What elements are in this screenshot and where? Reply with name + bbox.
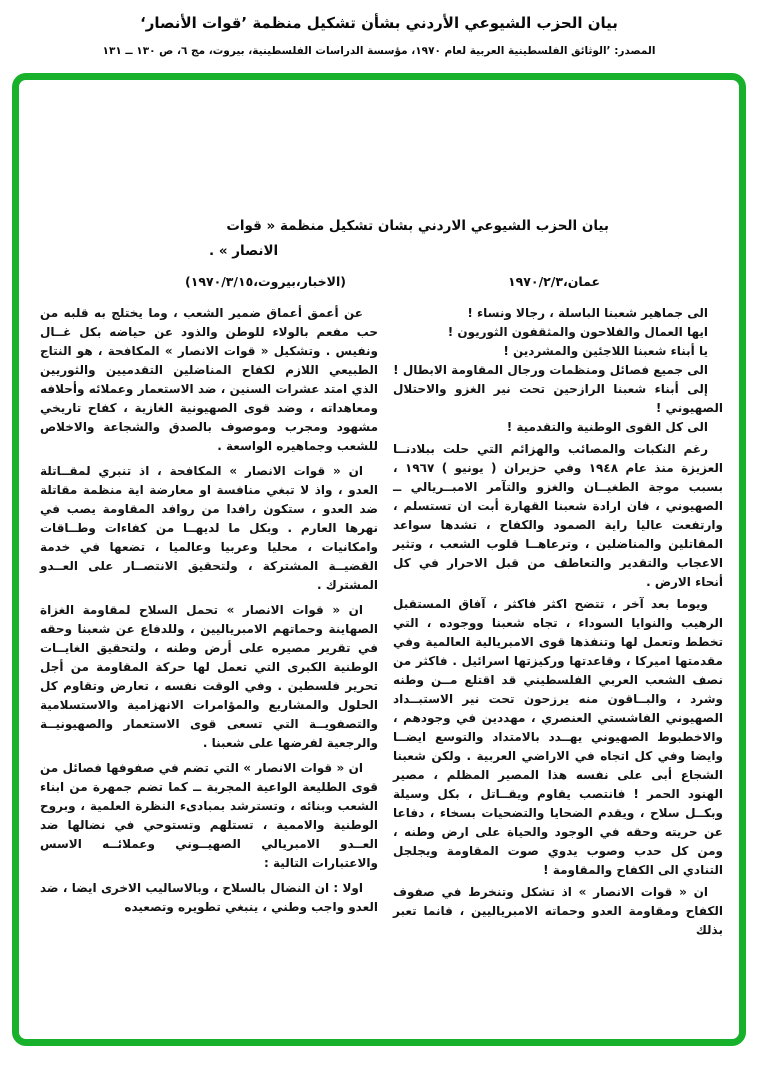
salutation-line: إلى أبناء شعبنا الرازحين تحت نير الغزو والاحتلال الصهيوني !	[393, 382, 723, 415]
paragraph: ويوما بعد آخر ، تتضح اكثر فاكثر ، آفاق المستقبل الرهيب والنوايا السوداء ، تجاه شعبنا ووجوده ، التي تخطط وتعمل لها وتنفذها قوى الامبريالية العالمية وفي مقدمتها اميركا ، وقاعدتها وركيزتها اسرائيل . فاكثر من نصف الشعب العربي الفلسطيني قد اقتلع مــن وطنه وشرد ، والبــاقون منه يرزحون تحت نير الاستبــداد الصهيوني الفاشستي العنصري ، مهددين في وجودهم ، والاخطبوط الصهيوني يهــدد بالامتداد والتوسع ايضــا وايضا وفي كل اتجاه في الاراضي العربية . ولكن شعبنا الشجاع أبى على نفسه هذا المصير المظلم ، مصير الهنود الحمر ! فانتصب يقاوم ويقــاتل ، بكل وسيلة وبكــل سلاح ، ويقدم الضحايا والتضحيات بسخاء ، دفاعا عن حريته وحقه في الوجود والحياة على ارض وطنه ، ومن كل حدب وصوب يدوي صوت المقاومة ويجلجل التنادي الى الكفاح والمقاومة !	[393, 597, 723, 877]
column-right	[393, 304, 723, 940]
paragraph: رغم النكبات والمصائب والهزائم التي حلت ببلادنــا العزيزة منذ عام ١٩٤٨ وفي حزيران ( يونيو ) ١٩٦٧ ، بسبب موجة الطغيــان والغزو والتآمر الامبــريالي ــ الصهيوني ، فان ارادة شعبنا القهارة أبت ان تستسلم ، وارتفعت عاليا راية الصمود والكفاح ، تشدها سواعد المقاتلين والمناضلين ، وترعاهــا قلوب الشعب ، وتثير الاعجاب والتقدير والتعاطف من قبل الاحرار في كل أنحاء الارض .	[393, 442, 724, 589]
document-title-line1: بيان الحزب الشيوعي الاردني بشان تشكيل منظمة « قوات	[226, 218, 609, 234]
paragraph: ان « قوات الانصار » تحمل السلاح لمقاومة الغزاة الصهاينة وحماتهم الامبرياليين ، وللدفاع عن شعبنا وحقه في تقرير مصيره على أرض وطنه ، ولتحقيق الغايــات الوطنية الكبرى التي تعمل لها حركة المقاومة من أجل تحرير فلسطين . وفي الوقت نفسه ، تعارض وتقاوم كل الحلول والمشاريع والمؤامرات الانهزامية والاستسلامية والتصفويــة التي تسعى قوى الاستعمار والصهيونيــة والرجعية لفرضها على شعبنا .	[40, 603, 378, 750]
dateline	[185, 274, 600, 289]
publication-reference: (الاخبار،بيروت،١٩٧٠/٣/١٥)	[185, 274, 346, 289]
paragraph: عن أعمق أعماق ضمير الشعب ، وما يختلج به قلبه من حب مفعم بالولاء للوطن والذود عن حياضه بكل غــال ونفيس . وتشكيل « قوات الانصار » المكافحة ، هو النتاج الطبيعي اللازم لكفاح المناضلين التقدميين والثوريين الذي امتد عشرات السنين ، ضد الاستعمار وعملائه وأحلافه ومعاهداته ، وضد قوى الصهيونية الغازية ، كفاح تاريخي مشهود ومجرب وموصوف بالصدق والشجاعة والاخلاص للشعب وجماهيره الواسعة .	[40, 306, 378, 453]
salutation-line: الى كل القوى الوطنية والتقدمية !	[506, 420, 708, 434]
place-date: عمان،١٩٧٠/٢/٣	[508, 274, 600, 289]
document-title-line2: الانصار » .	[209, 243, 279, 259]
paragraph: ان « قوات الانصار » التي تضم في صفوفها فصائل من قوى الطليعة الواعية المجربة ــ كما تضم جمهرة من ابناء الشعب وبنائه ، وتسترشد بمبادىء النظرة العلمية ، وبروح الوطنية والاممية ، تستلهم وتستوحي في نضالها ضد العــدو الامبريالي الصهيــوني وعملائــه الاسس والاعتبارات التالية :	[40, 761, 378, 870]
salutation-line: يا أبناء شعبنا اللاجئين والمشردين !	[503, 344, 708, 358]
source-citation: المصدر: ’الوثائق الفلسطينية العربية لعام ١٩٧٠، مؤسسة الدراسات الفلسطينية، بيروت، مج ٦، ص ١٣٠ ــ ١٣١	[102, 45, 656, 57]
paragraph: ان « قوات الانصار » اذ تشكل وتنخرط في صفوف الكفاح ومقاومة العدو وحماته الامبرياليين ، فانما تعبر بذلك	[393, 885, 723, 937]
salutation-line: الى جماهير شعبنا الباسلة ، رجالا ونساء !	[467, 306, 708, 320]
salutation-line: ايها العمال والفلاحون والمثقفون الثوريون !	[447, 325, 708, 339]
paragraph: اولا : ان النضال بالسلاح ، وبالاساليب الاخرى ايضا ، ضد العدو واجب وطني ، ينبغي تطويره وتصعيده	[40, 881, 378, 914]
page-title: بيان الحزب الشيوعي الأردني بشأن تشكيل منظمة ’قوات الأنصار‘	[140, 14, 618, 32]
document-title	[209, 214, 609, 264]
scan-page	[12, 73, 746, 1046]
salutation-line: الى جميع فصائل ومنظمات ورجال المقاومة الابطال !	[393, 363, 708, 377]
paragraph: ان « قوات الانصار » المكافحة ، اذ تنبري لمقــاتلة العدو ، واذ لا تبغي منافسة او معارضة اية منظمة مقاتلة ضد العدو ، ستكون رافدا من روافد المقاومة يصب في نهرها العارم . وبكل ما لديهــا من كفاءات وطــاقات وامكانيات ، محليا وعربيا وعالميا ، تضعها في خدمة القضيــة المشتركة ، ولتحقيق الانتصــار على العــدو المشترك .	[40, 464, 378, 592]
column-left	[40, 304, 378, 923]
